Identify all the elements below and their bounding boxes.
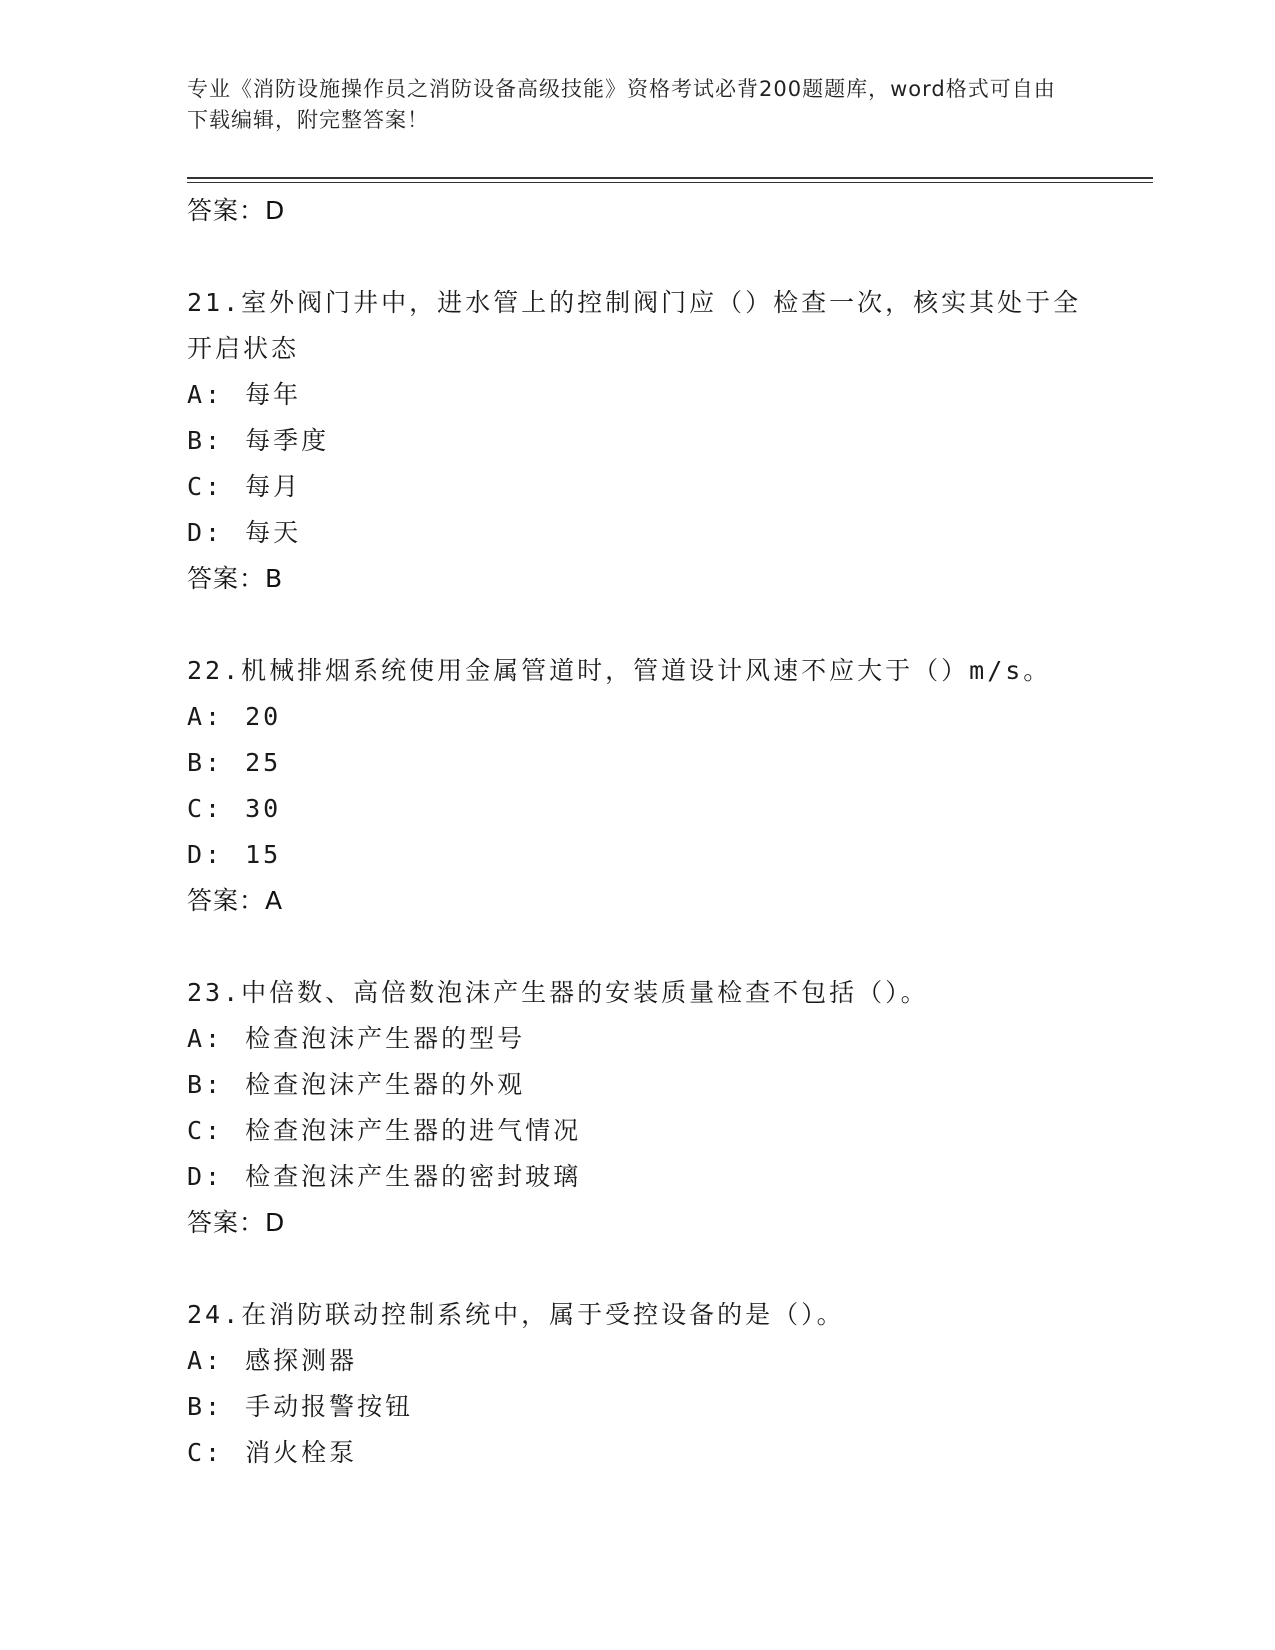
answer-value: B — [265, 564, 284, 593]
question-text: 在消防联动控制系统中，属于受控设备的是（）。 — [241, 1300, 845, 1329]
answer-line — [187, 1200, 1087, 1246]
option-text: 30 — [245, 794, 282, 823]
option-d — [187, 510, 1087, 556]
option-c — [187, 1430, 1087, 1476]
option-b — [187, 1062, 1087, 1108]
option-a — [187, 1338, 1087, 1384]
spacer — [187, 924, 1087, 970]
option-key: C: — [187, 1116, 224, 1145]
question-number: 21. — [187, 288, 242, 317]
answer-label: 答案： — [187, 196, 266, 225]
option-key: D: — [187, 840, 224, 869]
option-key: D: — [187, 518, 224, 547]
option-text: 检查泡沫产生器的型号 — [245, 1024, 526, 1053]
header-divider-thin — [187, 182, 1153, 183]
option-key: B: — [187, 1070, 224, 1099]
option-key: B: — [187, 1392, 224, 1421]
option-text: 检查泡沫产生器的密封玻璃 — [245, 1162, 582, 1191]
answer-label: 答案： — [187, 1208, 266, 1237]
question-number: 22. — [187, 656, 242, 685]
spacer — [187, 602, 1087, 648]
option-text: 消火栓泵 — [245, 1438, 358, 1467]
option-text: 25 — [245, 748, 282, 777]
answer-line — [187, 188, 1087, 234]
option-key: D: — [187, 1162, 224, 1191]
question-number: 23. — [187, 978, 242, 1007]
option-text: 每年 — [245, 380, 302, 409]
option-text: 感探测器 — [245, 1346, 358, 1375]
answer-line — [187, 878, 1087, 924]
option-key: C: — [187, 794, 224, 823]
question-text: 机械排烟系统使用金属管道时，管道设计风速不应大于（）m/s。 — [241, 656, 1052, 685]
question-text: 中倍数、高倍数泡沫产生器的安装质量检查不包括（）。 — [241, 978, 929, 1007]
option-key: A: — [187, 1346, 224, 1375]
question-stem — [187, 280, 1087, 372]
option-key: C: — [187, 1438, 224, 1467]
question-text: 室外阀门井中，进水管上的控制阀门应（）检查一次，核实其处于全开启状态 — [187, 288, 1082, 363]
answer-value: D — [265, 196, 286, 225]
option-b — [187, 418, 1087, 464]
question-number: 24. — [187, 1300, 242, 1329]
option-text: 每天 — [245, 518, 302, 547]
option-key: B: — [187, 426, 224, 455]
question-stem — [187, 970, 1087, 1016]
answer-value: D — [265, 1208, 286, 1237]
option-text: 每季度 — [245, 426, 330, 455]
answer-label: 答案： — [187, 886, 266, 915]
option-a — [187, 372, 1087, 418]
option-c — [187, 786, 1087, 832]
option-key: A: — [187, 1024, 224, 1053]
option-b — [187, 1384, 1087, 1430]
option-text: 检查泡沫产生器的外观 — [245, 1070, 526, 1099]
option-b — [187, 740, 1087, 786]
option-key: A: — [187, 702, 224, 731]
question-block — [187, 970, 1087, 1246]
option-c — [187, 464, 1087, 510]
option-key: A: — [187, 380, 224, 409]
option-text: 20 — [245, 702, 282, 731]
question-list — [187, 188, 1087, 1476]
question-stem — [187, 1292, 1087, 1338]
question-block — [187, 280, 1087, 602]
option-text: 检查泡沫产生器的进气情况 — [245, 1116, 582, 1145]
spacer — [187, 1246, 1087, 1292]
option-text: 15 — [245, 840, 282, 869]
option-d — [187, 1154, 1087, 1200]
question-block — [187, 1292, 1087, 1476]
spacer — [187, 234, 1087, 280]
answer-value: A — [265, 886, 284, 915]
option-text: 手动报警按钮 — [245, 1392, 414, 1421]
option-d — [187, 832, 1087, 878]
option-key: B: — [187, 748, 224, 777]
option-text: 每月 — [245, 472, 302, 501]
document-header: 专业《消防设施操作员之消防设备高级技能》资格考试必背200题题库，word格式可自由下载编辑，附完整答案！ — [187, 77, 1056, 132]
option-a — [187, 694, 1087, 740]
header-divider-thick — [187, 177, 1153, 179]
question-block — [187, 648, 1087, 924]
option-key: C: — [187, 472, 224, 501]
answer-line — [187, 556, 1087, 602]
answer-label: 答案： — [187, 564, 266, 593]
question-stem — [187, 648, 1087, 694]
option-c — [187, 1108, 1087, 1154]
option-a — [187, 1016, 1087, 1062]
